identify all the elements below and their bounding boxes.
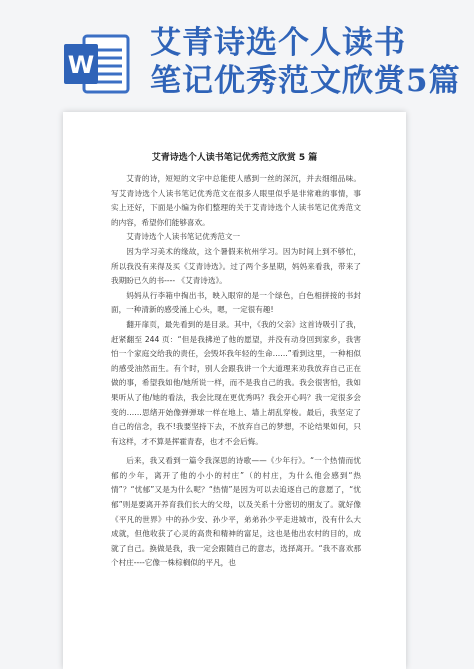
paragraph: 后来，我又看到一篇令我深思的诗歌——《少年行》。“一个热情而忧郁的少年，离开了他的小小的村庄”（的村庄，为什么他会感到“热情”？“忧郁”又是为什么呢？“热情”是因为可以去追逐自己的意愿了，“忧郁”则是要离开养育我们长大的父母，以及关系十分密切的朋友了。就好像《平凡的世界》中的孙少安、孙少平，弟弟孙少平走进城市，没有什么大成就，但他收获了心灵的高贵和精神的富足，这也是他出农村的目的，成就了自己。换做是我，我一定会跟随自己的意志，选择离开。“我不喜欢那个村庄----它像一株棕榈似的平凡，也 <box>111 456 361 568</box>
paragraph: 艾青的诗，短短的文字中总能使人感到一丝的深沉，并去细细品味。写艾青诗选个人读书笔记优秀范文在很多人眼里似乎是非常难的事情，事实上还好，下面是小编为你们整理的关于艾青诗选个人读书笔记优秀范文的内容，希望你们能够喜欢。 <box>111 174 361 227</box>
page-title <box>150 24 465 100</box>
document-page <box>63 112 406 669</box>
svg-text:W: W <box>67 51 95 79</box>
document-body <box>111 172 361 571</box>
title-line-2: 笔记优秀范文欣赏5篇 <box>150 63 461 99</box>
word-document-icon <box>62 34 132 94</box>
paragraph: 因为学习美术的缘故，这个暑假来杭州学习。因为时间上到不够忙，所以我没有来得及买《艾青诗选》。过了两个多星期，妈妈来看我，带来了我期盼已久的书---- 《艾青诗选》。 <box>111 246 361 286</box>
paragraph: 妈妈从行李箱中掏出书，映入眼帘的是一个绿色，白色相拼接的书封面，一种清新的感受涌上心头，嗯，一定很有趣! <box>111 290 361 315</box>
document-title: 艾青诗选个人读书笔记优秀范文欣赏 5 篇 <box>151 153 318 163</box>
title-line-1: 艾青诗选个人读书 <box>150 25 406 61</box>
paragraph: 翻开扉页，最先看到的是目录。其中，《我的父亲》这首诗吸引了我，赶紧翻至 244 页：“但是我拂逆了他的愿望，并没有动身回到家乡，我害怕一个家庭交给我的责任，会毁坏我年轻的生命……”看到这里，一种相似的感受油然而生。有个时，别人会跟我讲一个大道理来劝我放弃自己正在做的事，希望我如他/她所说一样，而不是我自己的我。我会很害怕，我如果听从了他/她的看法，我会比现在更优秀吗？我会开心吗？我一定很多会变的……思绪开始像弹弹球一样在地上、墙上胡乱穿梭。最后，我坚定了自己的信念，我不!我要坚持下去，不放弃自己的梦想，不论结果如何，只有这样，才不算是挥霍青春，也才不会后悔。 <box>111 319 361 446</box>
header <box>0 0 474 110</box>
section-heading: 艾青诗选个人读书笔记优秀范文一 <box>126 232 241 242</box>
